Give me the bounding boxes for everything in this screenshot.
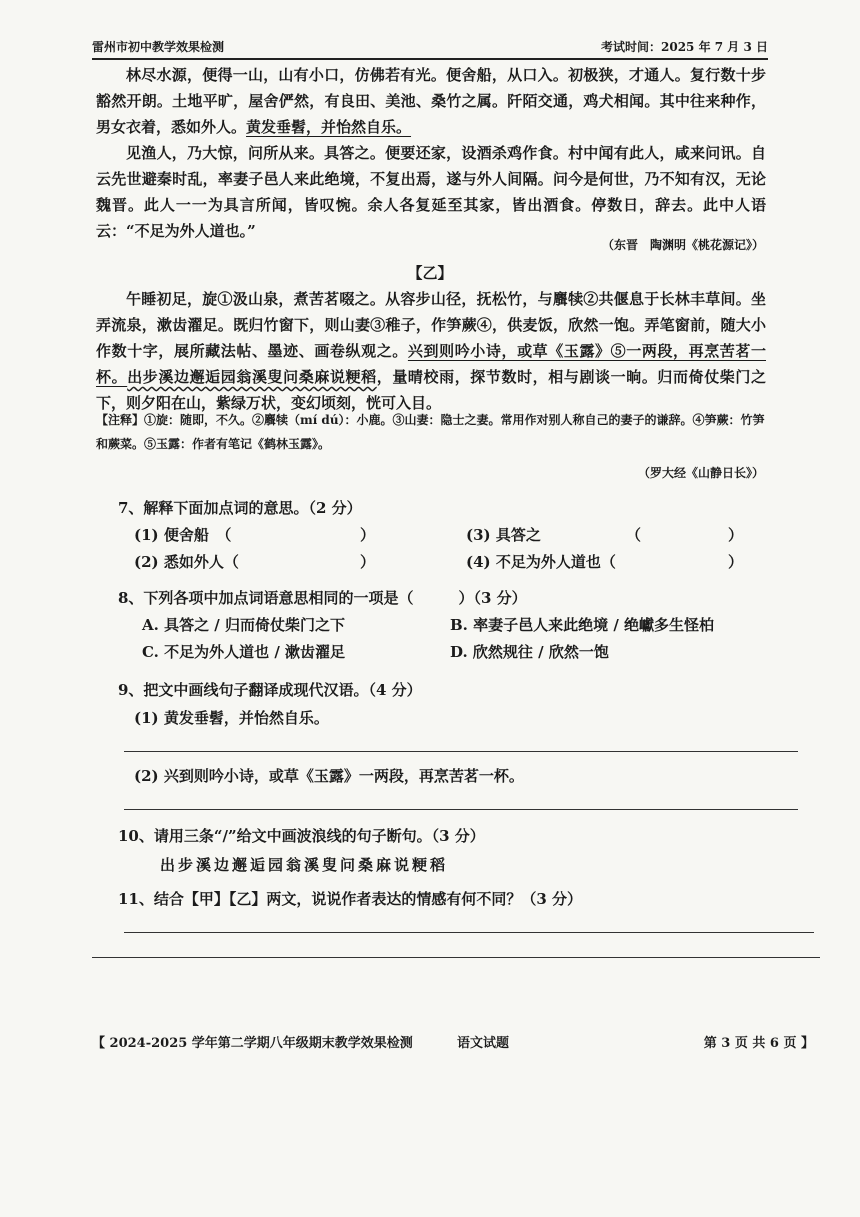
q8-option-d: D. 欣然规往 / 欣然一饱 [450, 643, 609, 661]
passage-yi-text-1: 午睡初足，旋①汲山泉，煮苦茗啜之。从容步山径，抚松竹，与麛犊②共偃息于长林丰草间。坐弄流泉，漱齿濯足。既归竹窗下，则山妻③稚子，作笋蕨④，供麦饭，欣然一饱。弄笔窗前，随大小作数十字，展所藏法帖、墨迹、画卷纵观之。 [96, 290, 766, 360]
passage-yi-title: 【乙】 [407, 264, 453, 282]
q10-sentence[interactable]: 出步溪边邂逅园翁溪叟问桑麻说粳稻 [160, 856, 449, 874]
question-11: 11、结合【甲】【乙】两文，说说作者表达的情感有何不同？（3 分） [118, 890, 583, 908]
q7-item-1: (1) 便舍船 （ [134, 526, 232, 544]
footer-exam-name: 【 2024-2025 学年第二学期八年级期末教学效果检测 [92, 1036, 413, 1051]
passage-yi-source: （罗大经《山静日长》） [637, 466, 764, 480]
passage-jia-source: （东晋 陶渊明《桃花源记》） [601, 238, 764, 252]
passage-yi-text-2: ，量晴校雨，探节数时，相与剧谈一晌。归而倚仗柴门之下，则夕阳在山，紫绿万状，变幻顷刻，恍可入目。 [96, 368, 766, 412]
q8-option-b: B. 率妻子邑人来此绝境 / 绝巘多生怪柏 [450, 616, 715, 634]
q9-item-2: (2) 兴到则吟小诗，或草《玉露》一两段，再烹苦茗一杯。 [134, 767, 524, 785]
q9-item-1: (1) 黄发垂髫，并怡然自乐。 [134, 709, 329, 727]
q7-item-4: (4) 不足为外人道也（ [466, 553, 616, 571]
q7-item-3-close: ） [728, 526, 744, 544]
passage-jia-paragraph-2: 见渔人，乃大惊，问所从来。具答之。便要还家，设酒杀鸡作食。村中闻有此人，咸来问讯。自云先世避秦时乱，率妻子邑人来此绝境，不复出焉，遂与外人间隔。问今是何世，乃不知有汉，无论魏晋。此人一一为具言所闻，皆叹惋。余人各复延至其家，皆出酒食。停数日，辞去。此中人语云：“不足为外人道也。” [96, 144, 766, 240]
q11-answer-line[interactable] [124, 932, 814, 933]
passage-jia-underlined-sentence: 黄发垂髫，并怡然自乐。 [246, 118, 412, 136]
passage-yi-notes: 【注释】①旋：随即，不久。②麛犊（mí dú）：小鹿。③山妻：隐士之妻。常用作对别人称自己的妻子的谦辞。④笋蕨：竹笋和蕨菜。⑤玉露：作者有笔记《鹤林玉露》。 [96, 413, 765, 451]
header-school: 雷州市初中教学效果检测 [92, 40, 225, 54]
q7-item-3: (3) 具答之 [466, 526, 541, 544]
q7-item-1-close: ） [360, 526, 376, 544]
q7-item-2: (2) 悉如外人（ [134, 553, 239, 571]
page-header [92, 38, 768, 60]
q8-option-a: A. 具答之 / 归而倚仗柴门之下 [142, 616, 346, 634]
footer-page-number: 第 3 页 共 6 页 】 [703, 1036, 814, 1051]
passage-yi-paragraph [96, 286, 766, 416]
question-8: 8、下列各项中加点词语意思相同的一项是（ ）（3 分） [118, 589, 527, 607]
q9-2-answer-line[interactable] [124, 809, 798, 810]
passage-yi-wavy-sentence: 出步溪边邂逅园翁溪叟问桑麻说粳稻 [127, 368, 377, 386]
q7-item-4-close: ） [728, 553, 744, 571]
q8-option-c: C. 不足为外人道也 / 漱齿濯足 [142, 643, 346, 661]
q7-item-3-open: （ [626, 526, 642, 544]
header-exam-date: 考试时间：2025 年 7 月 3 日 [601, 40, 768, 54]
question-9: 9、把文中画线句子翻译成现代汉语。（4 分） [118, 681, 422, 699]
passage-jia-text-1: 林尽水源，便得一山，山有小口，仿佛若有光。便舍船，从口入。初极狭，才通人。复行数十步豁然开朗。土地平旷，屋舍俨然，有良田、美池、桑竹之属。阡陌交通，鸡犬相闻。其中往来种作，男女衣着，悉如外人。 [96, 66, 766, 136]
passage-yi-underlined-sentence: 兴到则吟小诗，或草《玉露》⑤一两段，再烹苦茗一杯。 [96, 342, 766, 386]
question-7: 7、解释下面加点词的意思。（2 分） [118, 499, 362, 517]
passage-jia-paragraph-1 [96, 62, 766, 140]
q9-1-answer-line[interactable] [124, 751, 798, 752]
footer-subject: 语文试题 [457, 1036, 510, 1051]
question-10: 10、请用三条“/”给文中画波浪线的句子断句。（3 分） [118, 827, 485, 845]
footer-rule [92, 957, 820, 958]
q7-item-2-close: ） [360, 553, 376, 571]
